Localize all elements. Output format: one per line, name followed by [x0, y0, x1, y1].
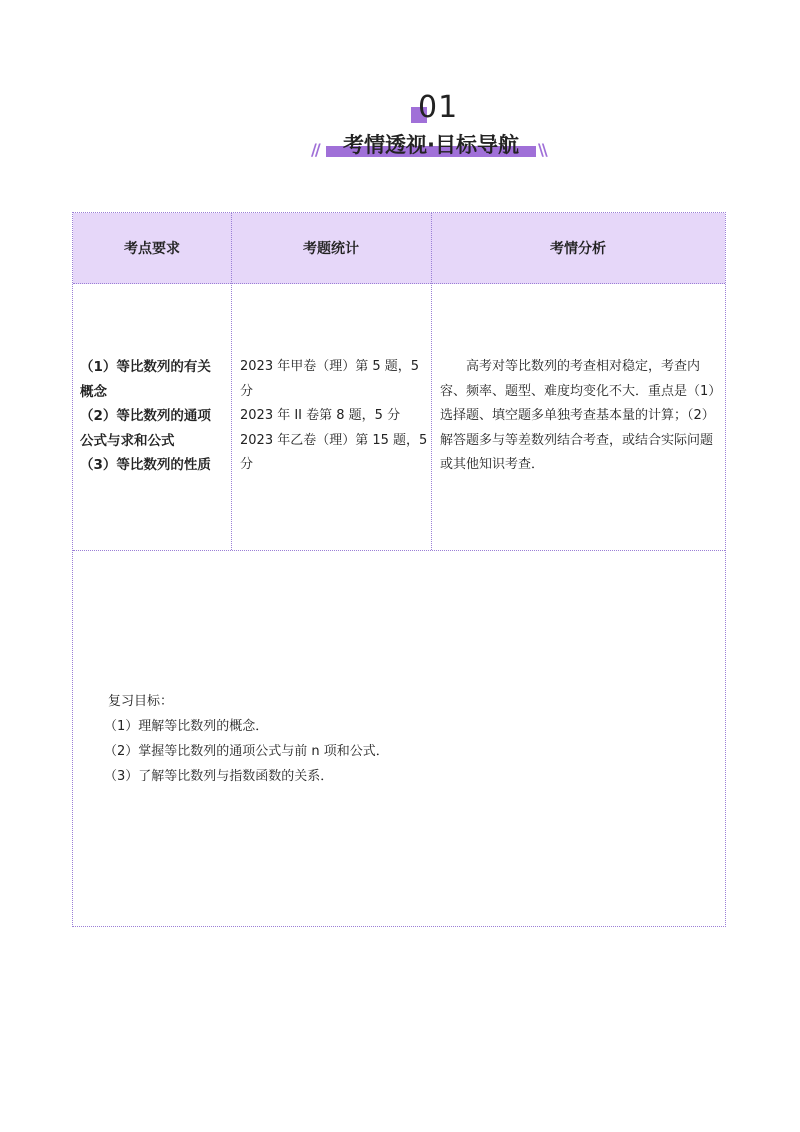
- statistics-line: 2023 年 II 卷第 8 题，5 分: [240, 408, 401, 423]
- column-divider: [231, 213, 232, 550]
- goals-heading: 复习目标：: [108, 694, 174, 709]
- statistics-line: 分: [240, 457, 254, 472]
- requirements-cell: [80, 355, 228, 478]
- analysis-cell: 高考对等比数列的考查相对稳定，考查内容、频率、题型、难度均变化不大．重点是（1）选择题、填空题多单独考查基本量的计算；（2）解答题多与等差数列结合考查，或结合实际问题或其他知识考查．: [440, 359, 715, 472]
- goal-item: （2）掌握等比数列的通项公式与前 n 项和公式．: [104, 744, 389, 759]
- requirement-line: （3）等比数列的性质: [80, 457, 211, 473]
- table-header-row: [73, 213, 725, 284]
- section-number: 01: [418, 90, 459, 125]
- review-goals: [104, 689, 668, 789]
- section-title: 考情透视·目标导航: [343, 133, 519, 157]
- statistics-line: 2023 年甲卷（理）第 5 题，5: [240, 359, 420, 374]
- goal-item: （3）了解等比数列与指数函数的关系．: [104, 769, 334, 784]
- statistics-line: 2023 年乙卷（理）第 15 题，5: [240, 432, 428, 448]
- column-divider: [431, 213, 432, 550]
- deco-slashes-left: //: [311, 140, 319, 159]
- header-analysis: 考情分析: [550, 241, 606, 257]
- requirement-line: （1）等比数列的有关: [80, 359, 211, 375]
- exam-table-frame: [72, 212, 726, 927]
- requirement-line: 概念: [80, 383, 107, 400]
- header-requirements: 考点要求: [124, 241, 180, 257]
- statistics-cell: [240, 355, 428, 478]
- deco-slashes-right: \\: [538, 140, 546, 159]
- statistics-line: 分: [240, 383, 254, 399]
- requirement-line: 公式与求和公式: [80, 432, 175, 449]
- goal-item: （1）理解等比数列的概念．: [104, 719, 269, 734]
- header-statistics: 考题统计: [303, 241, 359, 257]
- requirement-line: （2）等比数列的通项: [80, 408, 211, 424]
- row-divider: [73, 550, 725, 551]
